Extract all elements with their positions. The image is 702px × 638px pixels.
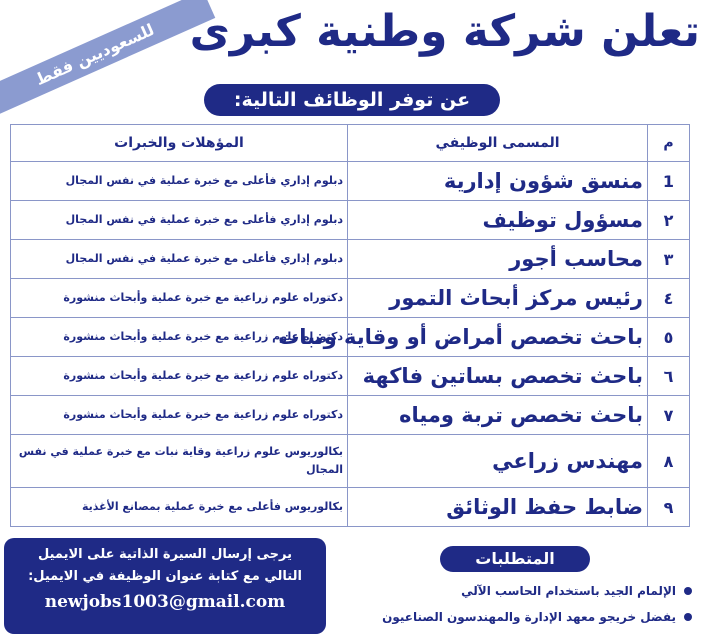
job-title: ضابط حفظ الوثائق bbox=[348, 488, 648, 527]
job-title: منسق شؤون إدارية bbox=[348, 162, 648, 201]
apply-box bbox=[4, 538, 326, 634]
header-job-title: المسمى الوظيفي bbox=[348, 125, 648, 162]
job-title: مسؤول توظيف bbox=[348, 201, 648, 240]
table-row bbox=[11, 318, 690, 357]
table-row bbox=[11, 279, 690, 318]
job-qualifications: بكالوريوس علوم زراعية وقاية نبات مع خبرة عملية في نفس المجال bbox=[11, 435, 348, 488]
row-number: 1 bbox=[648, 162, 690, 201]
row-number: ٢ bbox=[648, 201, 690, 240]
table-row bbox=[11, 162, 690, 201]
headline: تعلن شركة وطنية كبرى bbox=[189, 6, 700, 57]
row-number: ٧ bbox=[648, 396, 690, 435]
header-qualifications: المؤهلات والخبرات bbox=[11, 125, 348, 162]
job-qualifications: بكالوريوس فأعلى مع خبرة عملية بمصانع الأغذية bbox=[11, 488, 348, 527]
row-number: ٩ bbox=[648, 488, 690, 527]
row-number: ٣ bbox=[648, 240, 690, 279]
table-row bbox=[11, 357, 690, 396]
table-row bbox=[11, 488, 690, 527]
requirement-item bbox=[336, 578, 698, 604]
requirement-text: الإلمام الجيد باستخدام الحاسب الآلي bbox=[461, 584, 676, 598]
requirement-text: يفضل خريجو معهد الإدارة والمهندسون الصناعيون bbox=[382, 610, 676, 624]
row-number: ٨ bbox=[648, 435, 690, 488]
job-qualifications: دبلوم إداري فأعلى مع خبرة عملية في نفس المجال bbox=[11, 240, 348, 279]
apply-email-link[interactable]: newjobs1003@gmail.com bbox=[44, 592, 286, 612]
job-qualifications: دكتوراه علوم زراعية مع خبرة عملية وأبحاث منشورة bbox=[11, 396, 348, 435]
bullet-icon bbox=[684, 613, 692, 621]
job-qualifications: دكتوراه علوم زراعية مع خبرة عملية وأبحاث منشورة bbox=[11, 318, 348, 357]
table-row bbox=[11, 435, 690, 488]
row-number: ٦ bbox=[648, 357, 690, 396]
jobs-table bbox=[10, 124, 690, 527]
job-title: باحث تخصص أمراض أو وقاية ونبات bbox=[348, 318, 648, 357]
job-title: باحث تخصص بساتين فاكهة bbox=[348, 357, 648, 396]
job-qualifications: دبلوم إداري فأعلى مع خبرة عملية في نفس المجال bbox=[11, 201, 348, 240]
job-qualifications: دبلوم إداري فأعلى مع خبرة عملية في نفس المجال bbox=[11, 162, 348, 201]
apply-line-2: التالي مع كتابة عنوان الوظيفة في الايميل: bbox=[28, 569, 302, 584]
job-title: محاسب أجور bbox=[348, 240, 648, 279]
job-title: باحث تخصص تربة ومياه bbox=[348, 396, 648, 435]
header-number: م bbox=[648, 125, 690, 162]
saudi-only-ribbon: للسعوديين فقط bbox=[0, 0, 215, 120]
table-row bbox=[11, 396, 690, 435]
row-number: ٤ bbox=[648, 279, 690, 318]
bullet-icon bbox=[684, 587, 692, 595]
requirement-item bbox=[336, 604, 698, 630]
requirements-title: المتطلبات bbox=[440, 546, 590, 572]
table-header-row bbox=[11, 125, 690, 162]
requirements-list bbox=[336, 578, 698, 630]
job-title: رئيس مركز أبحاث التمور bbox=[348, 279, 648, 318]
job-qualifications: دكتوراه علوم زراعية مع خبرة عملية وأبحاث منشورة bbox=[11, 279, 348, 318]
subheading-banner: عن توفر الوظائف التالية: bbox=[204, 84, 500, 116]
job-title: مهندس زراعي bbox=[348, 435, 648, 488]
table-row bbox=[11, 240, 690, 279]
row-number: ٥ bbox=[648, 318, 690, 357]
job-qualifications: دكتوراه علوم زراعية مع خبرة عملية وأبحاث منشورة bbox=[11, 357, 348, 396]
apply-line-1: يرجى إرسال السيرة الذاتية على الايميل bbox=[38, 547, 292, 562]
table-row bbox=[11, 201, 690, 240]
apply-instructions bbox=[4, 538, 326, 588]
